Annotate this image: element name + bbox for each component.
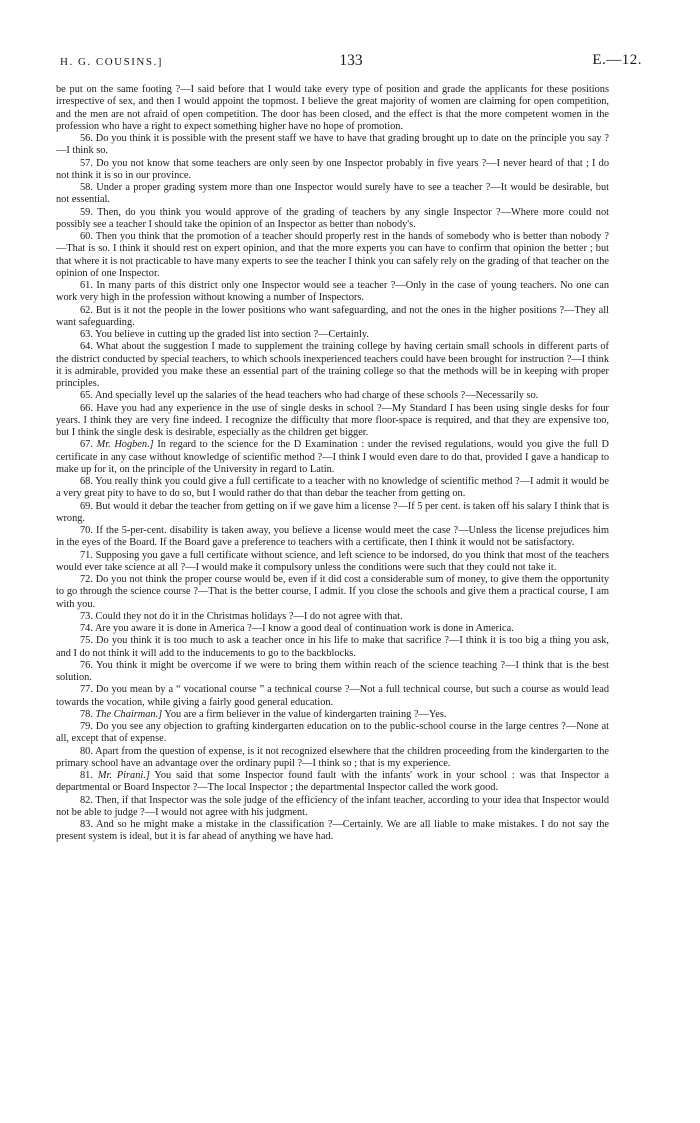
testimony-paragraph <box>56 721 609 746</box>
testimony-paragraph <box>56 182 609 207</box>
paragraph-text: 64. What about the suggestion I made to supplement the training college by having certain small schools in different parts of the district conducted by special teachers, to which schools inexperienced teachers could have been brought for instruction ?—I think it is admirable, provided you make these an essential part of the training college so that the methods will be in keeping with proper principles. <box>56 341 609 389</box>
question-number: 81. <box>80 770 98 781</box>
testimony-paragraph <box>56 635 609 660</box>
paragraph-text: 73. Could they not do it in the Christmas holidays ?—I do not agree with that. <box>80 610 403 622</box>
testimony-paragraph <box>56 341 609 390</box>
paragraph-text: 61. In many parts of this district only one Inspector would see a teacher ?—Only in the case of young teachers. No one can work very high in the profession without knowing a number of Inspectors. <box>56 280 609 304</box>
testimony-paragraph <box>56 133 609 158</box>
paragraph-text: 83. And so he might make a mistake in the classification ?—Certainly. We are all liable to make mistakes. I do not say the present system is ideal, but it is far ahead of anything we have had. <box>56 819 609 843</box>
speaker-name: The Chairman.] <box>95 708 163 720</box>
testimony-paragraph <box>56 439 609 476</box>
paragraph-text: 58. Under a proper grading system more than one Inspector would surely have to see a teacher ?—It would be desirable, but not essential. <box>56 182 609 206</box>
testimony-paragraph <box>56 746 609 771</box>
speaker-name: Mr. Pirani.] <box>97 770 150 781</box>
question-number: 78. <box>80 708 96 720</box>
paragraph-text: be put on the same footing ?—I said before that I would take every type of position and grade the applicants for these positions irrespective of sex, and then I would appoint the topmost. I believe the great majority of women are claiming for open competition, and the men are not afraid of open competition. The door has been closed, and the effect is that the more competent women in the profession who have a right to expect something higher have no hope of promotion. <box>56 84 609 132</box>
paragraph-text: 65. And specially level up the salaries of the head teachers who had charge of these schools ?—Necessarily so. <box>80 390 539 402</box>
testimony-paragraph <box>56 390 609 402</box>
testimony-paragraph <box>56 550 609 575</box>
testimony-paragraph <box>56 623 609 635</box>
speaker-name: Mr. Hogben.] <box>96 439 154 451</box>
paragraph-text: 74. Are you aware it is done in America ?—I know a good deal of continuation work is done in America. <box>80 623 514 634</box>
page-number: 133 <box>339 52 363 69</box>
testimony-paragraph <box>56 819 609 844</box>
paragraph-text: 63. You believe in cutting up the graded list into section ?—Certainly. <box>80 329 369 340</box>
testimony-paragraph <box>56 660 609 685</box>
paragraph-text: 82. Then, if that Inspector was the sole judge of the efficiency of the infant teacher, according to your idea that Inspector would not be able to judge ?—I would not agree with his judgment. <box>56 794 609 818</box>
paper-reference: E.—12. <box>592 52 642 68</box>
paragraph-text: 76. You think it might be overcome if we were to bring them within reach of the science teaching ?—I think that is the best solution. <box>56 659 609 683</box>
paragraph-text: 70. If the 5-per-cent. disability is taken away, you believe a license would meet the case ?—Unless the license prejudices him in the eyes of the Board. If the Board gave a preference to teachers with a certificate, then I think it would not be satisfactory. <box>56 525 609 549</box>
testimony-paragraph <box>56 476 609 501</box>
paragraph-text: You are a firm believer in the value of kindergarten training ?—Yes. <box>162 708 447 720</box>
testimony-paragraph <box>56 84 609 133</box>
testimony-paragraph <box>56 280 609 305</box>
paragraph-text: 57. Do you not know that some teachers are only seen by one Inspector probably in five years ?—I never heard of that ; I do not think it is so in our province. <box>56 157 609 181</box>
paragraph-text: In regard to the science for the D Examination : under the revised regulations, would you give the full D certificate in any case without knowledge of scientific method ?—I think I would even dare to do that, provided I gave a handicap to make up for it, on the principle of the University in regard to Latin. <box>56 439 610 475</box>
testimony-paragraph <box>56 305 609 330</box>
paragraph-text: 69. But would it debar the teacher from getting on if we gave him a license ?—If 5 per cent. is taken off his salary I think that is wrong. <box>56 500 609 524</box>
question-number: 67. <box>80 439 97 451</box>
testimony-body <box>56 84 609 844</box>
paragraph-text: 68. You really think you could give a full certificate to a teacher with no knowledge of scientific method ?—I admit it would be a very great pity to have to do so, but I would rather do that than debar the teacher from getting on. <box>56 476 609 500</box>
paragraph-text: 71. Supposing you gave a full certificate without science, and left science to be indorsed, do you think that most of the teachers would ever take science at all ?—I would make it compulsory unless the conditions were such that they could not take it. <box>56 549 609 573</box>
testimony-paragraph <box>56 795 609 820</box>
testimony-paragraph <box>56 403 609 440</box>
testimony-paragraph <box>56 770 609 795</box>
testimony-paragraph <box>56 231 609 280</box>
testimony-paragraph <box>56 329 609 341</box>
paragraph-text: 62. But is it not the people in the lower positions who want safeguarding, and not the ones in the higher positions ?—They all want safeguarding. <box>56 304 609 328</box>
paragraph-text: 56. Do you think it is possible with the present staff we have to have that grading brought up to date on the principle you say ?—I think so. <box>56 133 609 157</box>
testimony-paragraph <box>56 684 609 709</box>
paragraph-text: 60. Then you think that the promotion of a teacher should properly rest in the hands of somebody who is better than nobody ?—That is so. I think it should rest on expert opinion, and that the more experts you can have to confirm that opinion the better ; but that where it is not practicable to have many experts to see the teacher I think you can safely rely on the grading of that teacher on the opinion of one Inspector. <box>56 231 609 279</box>
testimony-paragraph <box>56 574 609 611</box>
paragraph-text: 79. Do you see any objection to grafting kindergarten education on to the public-school course in the large centres ?—None at all, except that of expense. <box>56 721 609 745</box>
testimony-paragraph <box>56 525 609 550</box>
testimony-paragraph <box>56 709 609 721</box>
paragraph-text: 75. Do you think it is too much to ask a teacher once in his life to make that sacrifice ?—I think it is too big a thing you ask, and I do not think it will add to the inducements to go to the backblocks. <box>56 635 609 659</box>
paragraph-text: You said that some Inspector found fault with the infants' work in your school : was that Inspector a departmental or Board Inspector ?—The local Inspector ; the departmental Inspector called the work good. <box>56 770 610 794</box>
paragraph-text: 77. Do you mean by a “ vocational course ” a technical course ?—Not a full technical course, but such a course as would lead towards the vocation, while giving a fairly good general education. <box>56 684 609 708</box>
testimony-paragraph <box>56 611 609 623</box>
paragraph-text: 72. Do you not think the proper course would be, even if it did cost a considerable sum of money, to give them the opportunity to go through the science course ?—That is the better course, I admit. If you close the schools and give them a practical course, I am with you. <box>56 574 609 610</box>
witness-name-header: H. G. COUSINS.] <box>60 56 163 68</box>
testimony-paragraph <box>56 207 609 232</box>
testimony-paragraph <box>56 501 609 526</box>
paragraph-text: 66. Have you had any experience in the use of single desks in school ?—My Standard I has been using single desks for four years. I think they are very fine indeed. I recognize the difficulty that more floor-space is required, and that they are expensive too, but I think the single desk is desirable, especially as the children get bigger. <box>56 402 609 438</box>
paragraph-text: 80. Apart from the question of expense, is it not recognized elsewhere that the children proceeding from the kindergarten to the primary school have an advantage over the ordinary pupil ?—I think so ; that is my experience. <box>56 745 609 769</box>
paragraph-text: 59. Then, do you think you would approve of the grading of teachers by any single Inspector ?—Where more could not possibly see a teacher I should take the opinion of an Inspector as better than nobody's. <box>56 206 609 230</box>
page-header <box>60 52 642 72</box>
testimony-paragraph <box>56 158 609 183</box>
